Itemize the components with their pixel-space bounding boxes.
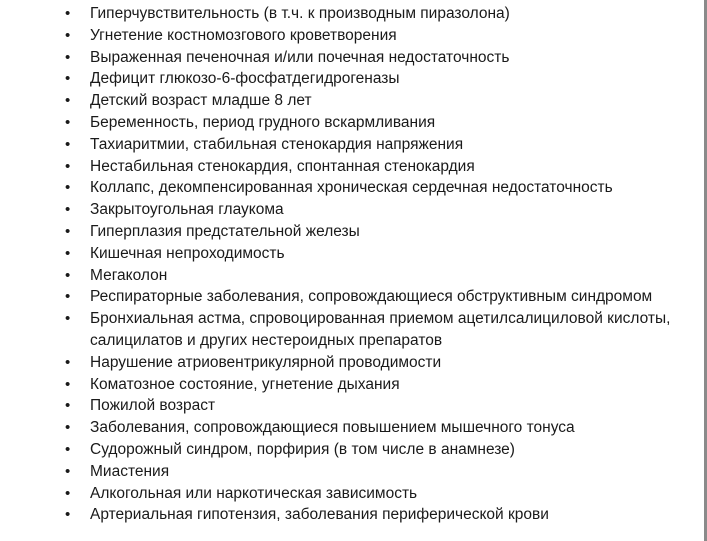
list-item	[60, 156, 700, 178]
list-item	[60, 483, 700, 505]
list-item-text: Дефицит глюкозо-6-фосфатдегидрогеназы	[90, 70, 400, 88]
list-item	[60, 3, 700, 25]
list-item	[60, 243, 700, 265]
list-item-text: Артериальная гипотензия, заболевания периферической крови	[90, 506, 549, 524]
list-item-text: Коматозное состояние, угнетение дыхания	[90, 375, 400, 393]
list-item-text: Заболевания, сопровождающиеся повышением мышечного тонуса	[90, 419, 575, 437]
bullet-icon: •	[65, 113, 71, 131]
list-item-text: Коллапс, декомпенсированная хроническая сердечная недостаточность	[90, 179, 613, 197]
list-item	[60, 47, 700, 69]
bullet-icon: •	[65, 179, 71, 197]
list-item	[60, 286, 700, 308]
list-item	[60, 395, 700, 417]
list-item-text: Судорожный синдром, порфирия (в том числе в анамнезе)	[90, 440, 515, 458]
bullet-icon: •	[65, 244, 71, 262]
list-item	[60, 417, 700, 439]
list-item-text: Беременность, период грудного вскармливания	[90, 113, 436, 131]
bullet-icon: •	[65, 288, 71, 306]
list-item	[60, 461, 700, 483]
list-item	[60, 374, 700, 396]
list-item	[60, 134, 700, 156]
list-item	[60, 68, 700, 90]
list-item	[60, 112, 700, 134]
list-item-text: Нестабильная стенокардия, спонтанная стенокардия	[90, 157, 475, 175]
contraindications-list	[60, 3, 700, 526]
list-item	[60, 504, 700, 526]
list-item	[60, 221, 700, 243]
list-item-text: Алкогольная или наркотическая зависимость	[90, 484, 418, 502]
list-item-text: Нарушение атриовентрикулярной проводимости	[90, 353, 442, 371]
list-item-text: Бронхиальная астма, спровоцированная приемом ацетилсалициловой кислоты, салицилатов и других нестероидных препаратов	[90, 310, 671, 349]
bullet-icon: •	[65, 157, 71, 175]
bullet-icon: •	[65, 70, 71, 88]
bullet-icon: •	[65, 506, 71, 524]
bullet-icon: •	[65, 310, 71, 328]
list-item-text: Кишечная непроходимость	[90, 244, 285, 262]
list-item-text: Тахиаритмии, стабильная стенокардия напряжения	[90, 135, 464, 153]
list-item-text: Гиперплазия предстательной железы	[90, 222, 360, 240]
list-item-text: Миастения	[90, 462, 170, 480]
bullet-icon: •	[65, 440, 71, 458]
bullet-icon: •	[65, 419, 71, 437]
list-item-text: Гиперчувствительность (в т.ч. к производным пиразолона)	[90, 5, 510, 22]
bullet-icon: •	[65, 397, 71, 415]
list-item-text: Респираторные заболевания, сопровождающиеся обструктивным синдромом	[90, 288, 653, 306]
bullet-icon: •	[65, 353, 71, 371]
list-item	[60, 352, 700, 374]
bullet-icon: •	[65, 48, 71, 66]
list-item	[60, 308, 700, 352]
list-item-text: Выраженная печеночная и/или почечная недостаточность	[90, 48, 510, 66]
bullet-icon: •	[65, 26, 71, 44]
bullet-icon: •	[65, 462, 71, 480]
bullet-icon: •	[65, 92, 71, 110]
bullet-icon: •	[65, 375, 71, 393]
list-item-text: Закрытоугольная глаукома	[90, 201, 284, 219]
bullet-icon: •	[65, 484, 71, 502]
bullet-icon: •	[65, 266, 71, 284]
bullet-icon: •	[65, 222, 71, 240]
bullet-icon: •	[65, 135, 71, 153]
list-item	[60, 199, 700, 221]
list-item	[60, 25, 700, 47]
bullet-icon: •	[65, 201, 71, 219]
list-item-text: Детский возраст младше 8 лет	[90, 92, 312, 110]
list-item	[60, 177, 700, 199]
list-item	[60, 90, 700, 112]
list-item	[60, 439, 700, 461]
list-item	[60, 265, 700, 287]
list-item-text: Мегаколон	[90, 266, 168, 284]
bullet-icon: •	[65, 5, 71, 22]
list-item-text: Угнетение костномозгового кроветворения	[90, 26, 397, 44]
list-item-text: Пожилой возраст	[90, 397, 216, 415]
